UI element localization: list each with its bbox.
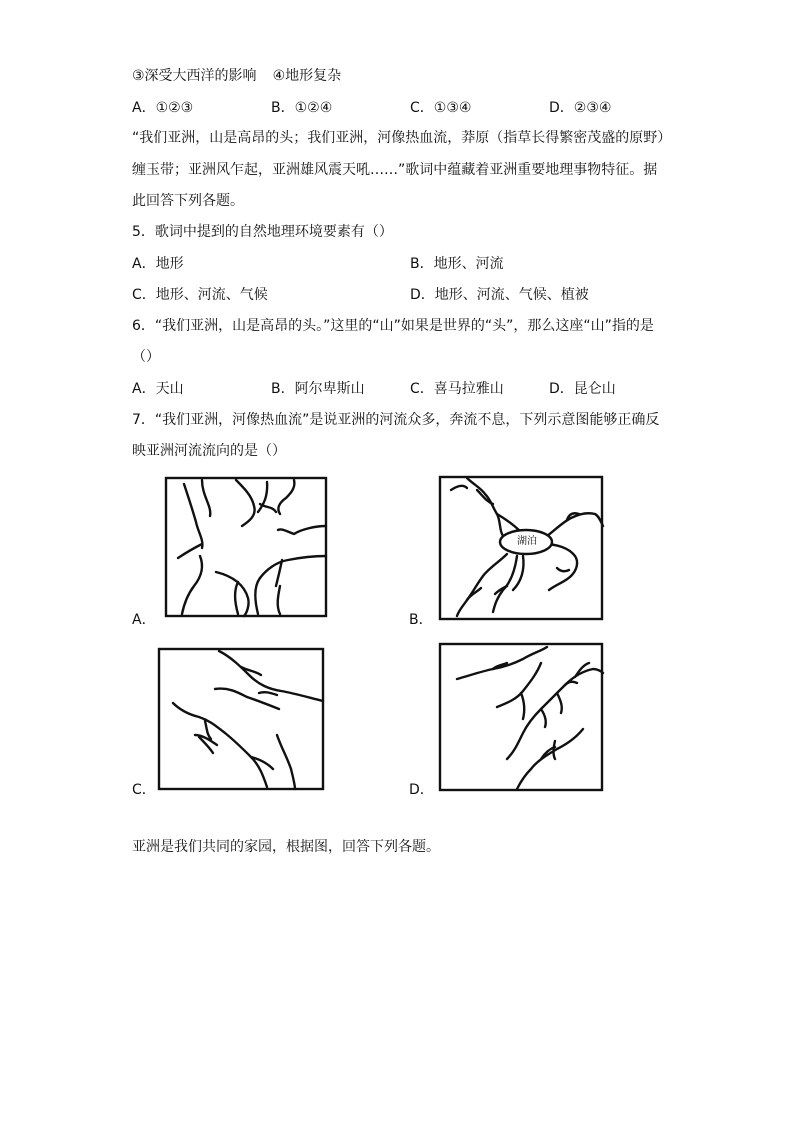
map-c-label: C． [132,782,156,798]
q6-stem-line-2: （） [132,349,160,365]
q6-option-a[interactable]: A．天山 [132,381,184,397]
q4-option-d[interactable]: D．②③④ [549,100,612,116]
map-b-label: B． [409,612,433,628]
passage-line-2: 缠玉带；亚洲风乍起，亚洲雄风震天吼……”歌词中蕴藏着亚洲重要地理事物特征。据 [132,162,658,178]
river-map-c[interactable] [155,645,327,793]
q7-stem-line-1: 7．“我们亚洲，河像热血流”是说亚洲的河流众多，奔流不息，下列示意图能够正确反 [132,412,660,428]
map-d-label: D． [409,782,434,798]
q4-option-c[interactable]: C．①③④ [410,100,472,116]
statement-4: ④地形复杂 [272,68,342,84]
q6-stem-line-1: 6．“我们亚洲，山是高昂的头。”这里的“山”如果是世界的“头”，那么这座“山”指的是 [132,318,654,334]
river-map-d[interactable] [437,641,605,793]
q4-option-b[interactable]: B．①②④ [271,100,333,116]
statement-line [132,66,341,86]
q5-option-b[interactable]: B．地形、河流 [410,256,504,272]
passage-line-3: 此回答下列各题。 [132,193,244,209]
q4-option-a[interactable]: A．①②③ [132,100,194,116]
q6-option-c[interactable]: C．喜马拉雅山 [410,381,504,397]
lake-label: 湖泊 [517,536,537,547]
q5-option-a[interactable]: A．地形 [132,256,184,272]
passage-line-1: “我们亚洲，山是高昂的头；我们亚洲，河像热血流，莽原（指草长得繁密茂盛的原野） [132,130,672,146]
q5-stem: 5．歌词中提到的自然地理环境要素有（） [132,224,393,240]
q5-option-d[interactable]: D．地形、河流、气候、植被 [410,287,589,303]
river-map-a[interactable] [162,474,330,620]
statement-3: ③深受大西洋的影响 [132,68,257,84]
q6-option-d[interactable]: D．昆仑山 [549,381,616,397]
map-a-label: A． [132,612,156,628]
q5-option-c[interactable]: C．地形、河流、气候 [132,287,268,303]
closing-line: 亚洲是我们共同的家园，根据图，回答下列各题。 [132,839,440,855]
q6-option-b[interactable]: B．阿尔卑斯山 [271,381,365,397]
q7-stem-line-2: 映亚洲河流流向的是（） [132,443,286,459]
